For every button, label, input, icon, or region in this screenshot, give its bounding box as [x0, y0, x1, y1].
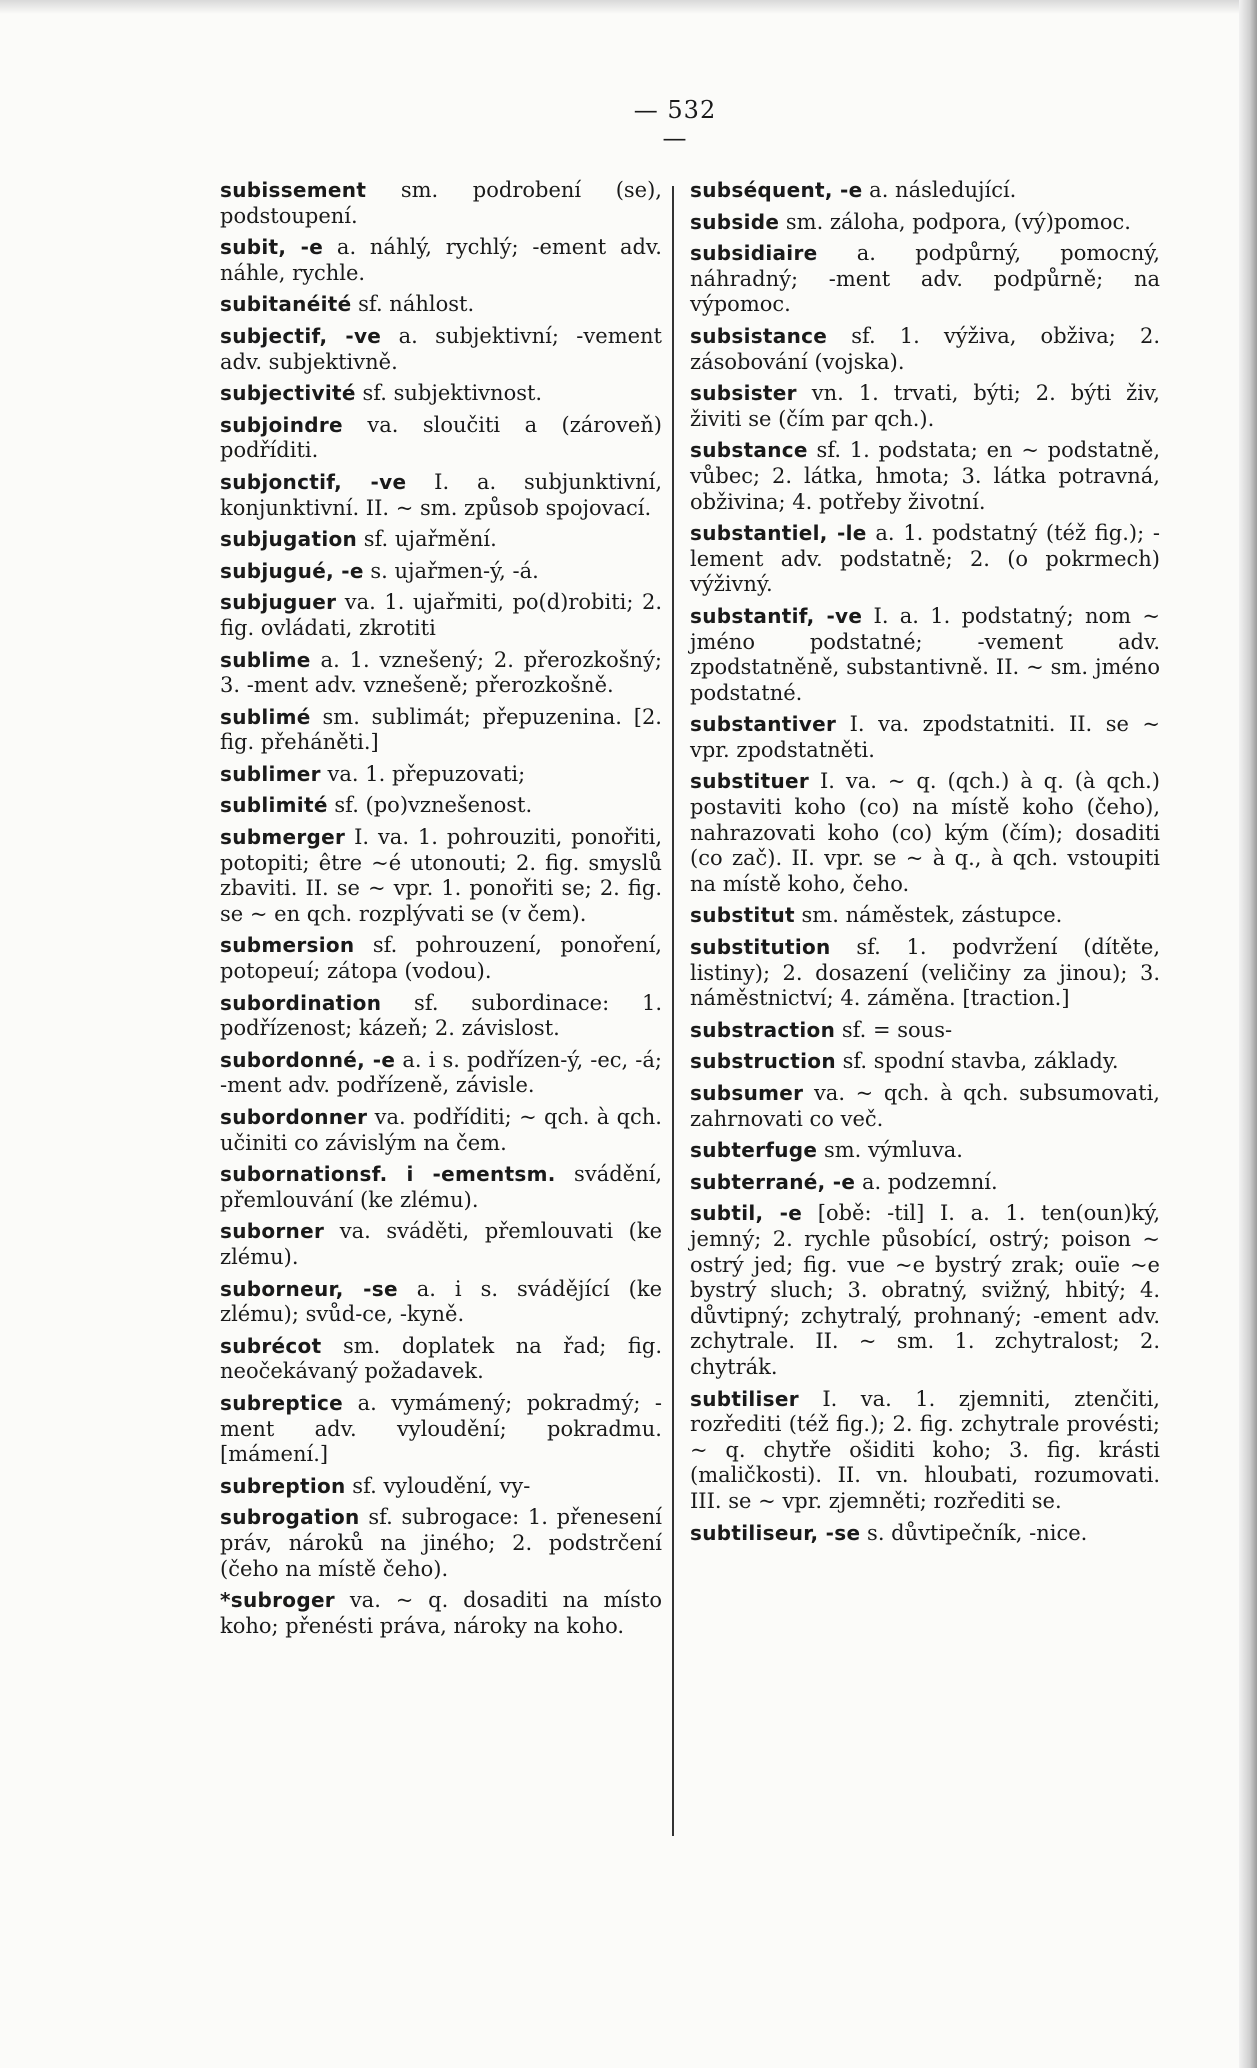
- entry-definition: vn. 1. trvati, býti; 2. býti živ, živiti se (čím par qch.).: [690, 381, 1160, 431]
- dictionary-entry: [690, 1387, 1160, 1515]
- entry-headword: suborner: [220, 1219, 325, 1244]
- entry-definition: a. podpůrný, pomocný, náhradný; -ment adv. podpůrně; na výpomoc.: [690, 241, 1160, 317]
- dictionary-entry: [220, 1588, 662, 1639]
- dictionary-entry: [690, 1201, 1160, 1380]
- entry-definition: va. 1. přepuzovati;: [327, 761, 526, 786]
- entry-definition: a. následující.: [869, 178, 1017, 202]
- dictionary-entry: [220, 1391, 662, 1468]
- entry-definition: va. 1. ujařmiti, po(d)robiti; 2. fig. ovládati, zkrotiti: [220, 590, 662, 640]
- dictionary-entry: [690, 438, 1160, 515]
- page-edge-shadow: [1239, 0, 1257, 2068]
- entry-definition: va. ~ q. dosaditi na místo koho; přenésti práva, nároky na koho.: [220, 1588, 662, 1638]
- entry-definition: svádění, přemlouvání (ke zlému).: [220, 1162, 662, 1212]
- entry-headword: subordonné, -e: [220, 1047, 396, 1072]
- entry-headword: substance: [690, 438, 808, 463]
- entry-definition: a. i s. podřízen-ý, -ec, -á; -ment adv. podřízeně, závisle.: [220, 1047, 662, 1098]
- dictionary-entry: [220, 413, 662, 464]
- dictionary-entry: [220, 991, 662, 1042]
- dictionary-entry: [220, 1048, 662, 1099]
- entry-definition: sm. doplatek na řad; fig. neočekávaný požadavek.: [220, 1333, 662, 1384]
- entry-definition: a. vymámený; pokradmý; -ment adv. vyloudění; pokradmu. [mámení.]: [220, 1390, 662, 1467]
- entry-definition: sf. 1. výživa, obživa; 2. zásobování (vojska).: [690, 323, 1160, 374]
- entry-definition: I. va. 1. pohrouziti, ponořiti, potopiti; être ~é utonouti; 2. fig. smyslů zbaviti. II. se ~ vpr. 1. ponořiti se; 2. fig. se ~ en qch. rozplývati se (v čem).: [220, 825, 662, 926]
- dictionary-entry: [220, 527, 662, 553]
- dictionary-entry: [690, 1081, 1160, 1132]
- entry-definition: sf. náhlost.: [358, 292, 475, 317]
- dictionary-entry: [220, 324, 662, 375]
- dictionary-entry: [220, 235, 662, 286]
- entry-headword: subjoindre: [220, 412, 343, 437]
- entry-definition: sf. 1. podvržení (dítěte, listiny); 2. dosazení (veličiny za jinou); 3. náměstnictví; 4. záměna. [traction.]: [690, 935, 1160, 1011]
- entry-headword: submersion: [220, 933, 355, 958]
- entry-definition: I. va. zpodstatniti. II. se ~ vpr. zpodstatněti.: [690, 712, 1161, 762]
- dictionary-entry: [220, 705, 662, 756]
- entry-definition: sf. subordinace: 1. podřízenost; kázeň; 2. závislost.: [220, 990, 662, 1041]
- entry-headword: subsistance: [690, 323, 828, 348]
- entry-definition: va. ~ qch. à qch. subsumovati, zahrnovati co več.: [690, 1081, 1160, 1131]
- entry-headword: subrécot: [220, 1333, 322, 1358]
- dictionary-entry: [690, 604, 1160, 706]
- entry-definition: s. ujařmen-ý, -á.: [370, 558, 539, 583]
- entry-definition: sf. = sous-: [841, 1017, 953, 1042]
- entry-definition: sf. (po)vznešenost.: [334, 793, 533, 818]
- entry-headword: sublimé: [220, 704, 311, 729]
- dictionary-entry: [220, 559, 662, 585]
- dictionary-entry: [220, 1162, 662, 1213]
- entry-headword: subsidiaire: [690, 241, 818, 266]
- entry-definition: sm. záloha, podpora, (vý)pomoc.: [785, 209, 1131, 234]
- entry-headword: subjugation: [220, 527, 358, 552]
- dictionary-entry: [220, 178, 662, 229]
- entry-headword: subjugué, -e: [220, 558, 364, 583]
- dictionary-entry: [690, 1170, 1160, 1196]
- entry-definition: a. subjektivní; -vement adv. subjektivně.: [220, 323, 662, 374]
- column-divider: [672, 186, 674, 1836]
- entry-headword: substantif, -ve: [690, 603, 863, 628]
- entry-definition: sm. sublimát; přepuzenina. [2. fig. přeháněti.]: [220, 704, 662, 755]
- dictionary-entry: [690, 1521, 1160, 1547]
- dictionary-entry: [690, 712, 1160, 763]
- entry-headword: subreption: [220, 1473, 346, 1498]
- page-top-shadow: [0, 0, 1257, 14]
- dictionary-entry: [220, 1474, 662, 1500]
- entry-headword: subterfuge: [690, 1138, 818, 1163]
- entry-headword: subordination: [220, 990, 382, 1015]
- entry-headword: substitut: [690, 903, 795, 928]
- dictionary-entry: [690, 521, 1160, 598]
- entry-headword: subjectif, -ve: [220, 323, 382, 348]
- dictionary-entry: [220, 793, 662, 819]
- page-number: — 532 —: [633, 96, 717, 152]
- entry-definition: sf. ujařmění.: [363, 527, 497, 552]
- dictionary-entry: [220, 381, 662, 407]
- entry-headword: subjectivité: [220, 381, 356, 406]
- entry-definition: sm. výmluva.: [823, 1138, 963, 1163]
- entry-definition: a. i s. svádějící (ke zlému); svůd-ce, -kyně.: [220, 1276, 662, 1327]
- entry-definition: sf. subjektivnost.: [362, 381, 543, 406]
- dictionary-entry: [690, 178, 1160, 204]
- entry-headword: sublimer: [220, 761, 321, 786]
- dictionary-entry: [690, 381, 1160, 432]
- dictionary-entry: [220, 825, 662, 927]
- entry-headword: subterrané, -e: [690, 1169, 856, 1194]
- entry-definition: va. sloučiti a (zároveň) podříditi.: [220, 412, 662, 463]
- dictionary-entry: [690, 324, 1160, 375]
- entry-definition: va. sváděti, přemlouvati (ke zlému).: [220, 1219, 662, 1269]
- entry-headword: subtiliseur, -se: [690, 1520, 861, 1545]
- dictionary-entry: [220, 648, 662, 699]
- entry-headword: subissement: [220, 178, 367, 202]
- entry-definition: a. 1. podstatný (též fig.); -lement adv. podstatně; 2. (o pokrmech) výživný.: [690, 521, 1161, 597]
- entry-definition: I. va. ~ q. (qch.) à q. (à qch.) postaviti koho (co) na místě koho (čeho), nahrazovati koho (co) kým (čím); dosaditi (co zač). II. vpr. se ~ à q., à qch. vstoupiti na místě koho, čeho.: [690, 769, 1160, 896]
- entry-definition: a. náhlý, rychlý; -ement adv. náhle, rychle.: [220, 235, 662, 285]
- entry-headword: subséquent, -e: [690, 178, 863, 202]
- entry-definition: sf. spodní stavba, základy.: [842, 1049, 1119, 1074]
- entry-headword: subtiliser: [690, 1386, 799, 1411]
- dictionary-entry: [690, 903, 1160, 929]
- entry-definition: s. důvtipečník, -nice.: [867, 1520, 1088, 1545]
- dictionary-entry: [220, 1219, 662, 1270]
- entry-definition: sf. subrogace: 1. přenesení práv, nároků na jiného; 2. podstrčení (čeho na místě čeho).: [220, 1505, 662, 1581]
- entry-headword: subsister: [690, 381, 797, 406]
- dictionary-entry: [220, 1277, 662, 1328]
- dictionary-entry: [690, 1138, 1160, 1164]
- entry-definition: I. a. subjunktivní, konjunktivní. II. ~ sm. způsob spojovací.: [220, 469, 662, 520]
- entry-definition: [obě: -til] I. a. 1. ten(oun)ký, jemný; 2. rychle působící, ostrý; poison ~ ostrý jed; fig. vue ~e bystrý zrak; ouïe ~e bystrý sluch; 3. obratný, svižný, hbitý; 4. důvtipný; zchytralý, prohnaný; -ement adv. zchytrale. II. ~ sm. 1. zchytralost; 2. chytrák.: [690, 1201, 1161, 1379]
- dictionary-entry: [220, 292, 662, 318]
- entry-headword: subside: [690, 209, 780, 234]
- dictionary-entry: [220, 470, 662, 521]
- entry-headword: sublime: [220, 647, 311, 672]
- dictionary-entry: [690, 935, 1160, 1012]
- entry-headword: subjonctif, -ve: [220, 469, 407, 494]
- entry-definition: va. podříditi; ~ qch. à qch. učiniti co závislým na čem.: [220, 1105, 662, 1155]
- entry-definition: I. va. 1. zjemniti, ztenčiti, rozřediti (též fig.); 2. fig. zchytrale provésti; ~ q. chytře ošiditi koho; 3. fig. krásti (maličkosti). II. vn. hloubati, rozumovati. III. se ~ vpr. zjemněti; rozřediti se.: [690, 1386, 1160, 1513]
- entry-definition: a. 1. vznešený; 2. přerozkošný; 3. -ment adv. vznešeně; přerozkošně.: [220, 647, 663, 698]
- dictionary-entry: [220, 1334, 662, 1385]
- entry-headword: substantiel, -le: [690, 521, 867, 546]
- entry-headword: subitanéité: [220, 292, 352, 317]
- dictionary-entry: [220, 1105, 662, 1156]
- dictionary-entry: [220, 762, 662, 788]
- entry-headword: substantiver: [690, 712, 837, 737]
- entry-headword: substruction: [690, 1049, 836, 1074]
- entry-definition: sf. 1. podstata; en ~ podstatně, vůbec; 2. látka, hmota; 3. látka potravná, obživina; 4. potřeby životní.: [690, 438, 1160, 514]
- entry-headword: substraction: [690, 1017, 836, 1042]
- entry-headword: subordonner: [220, 1105, 368, 1129]
- dictionary-entry: [690, 1049, 1160, 1075]
- entry-headword: subtil, -e: [690, 1201, 803, 1226]
- dictionary-entry: [690, 241, 1160, 318]
- entry-definition: a. podzemní.: [861, 1169, 998, 1194]
- entry-definition: sf. vyloudění, vy-: [352, 1473, 531, 1498]
- entry-headword: subreptice: [220, 1390, 344, 1415]
- right-column: [690, 178, 1160, 1552]
- entry-headword: sublimité: [220, 793, 328, 818]
- entry-headword: *subroger: [220, 1588, 335, 1613]
- entry-definition: I. a. 1. podstatný; nom ~ jméno podstatné; -vement adv. zpodstatněně, substantivně. II. ~ sm. jméno podstatné.: [690, 603, 1160, 705]
- entry-headword: submerger: [220, 825, 346, 850]
- entry-headword: subornationsf. i -ementsm.: [220, 1162, 556, 1187]
- entry-definition: sf. pohrouzení, ponoření, potopeuí; zátopa (vodou).: [220, 933, 662, 984]
- entry-headword: subsumer: [690, 1081, 804, 1105]
- left-column: [220, 178, 662, 1645]
- dictionary-entry: [220, 1505, 662, 1582]
- entry-headword: subrogation: [220, 1505, 360, 1530]
- entry-headword: subit, -e: [220, 235, 324, 260]
- entry-headword: substituer: [690, 769, 810, 794]
- entry-definition: sm. náměstek, zástupce.: [801, 903, 1063, 928]
- entry-headword: suborneur, -se: [220, 1276, 398, 1301]
- entry-headword: substitution: [690, 935, 831, 960]
- dictionary-entry: [690, 769, 1160, 897]
- entry-headword: subjuguer: [220, 590, 337, 615]
- dictionary-entry: [690, 210, 1160, 236]
- dictionary-entry: [690, 1018, 1160, 1044]
- dictionary-entry: [220, 933, 662, 984]
- dictionary-entry: [220, 590, 662, 641]
- entry-definition: sm. podrobení (se), podstoupení.: [220, 178, 662, 228]
